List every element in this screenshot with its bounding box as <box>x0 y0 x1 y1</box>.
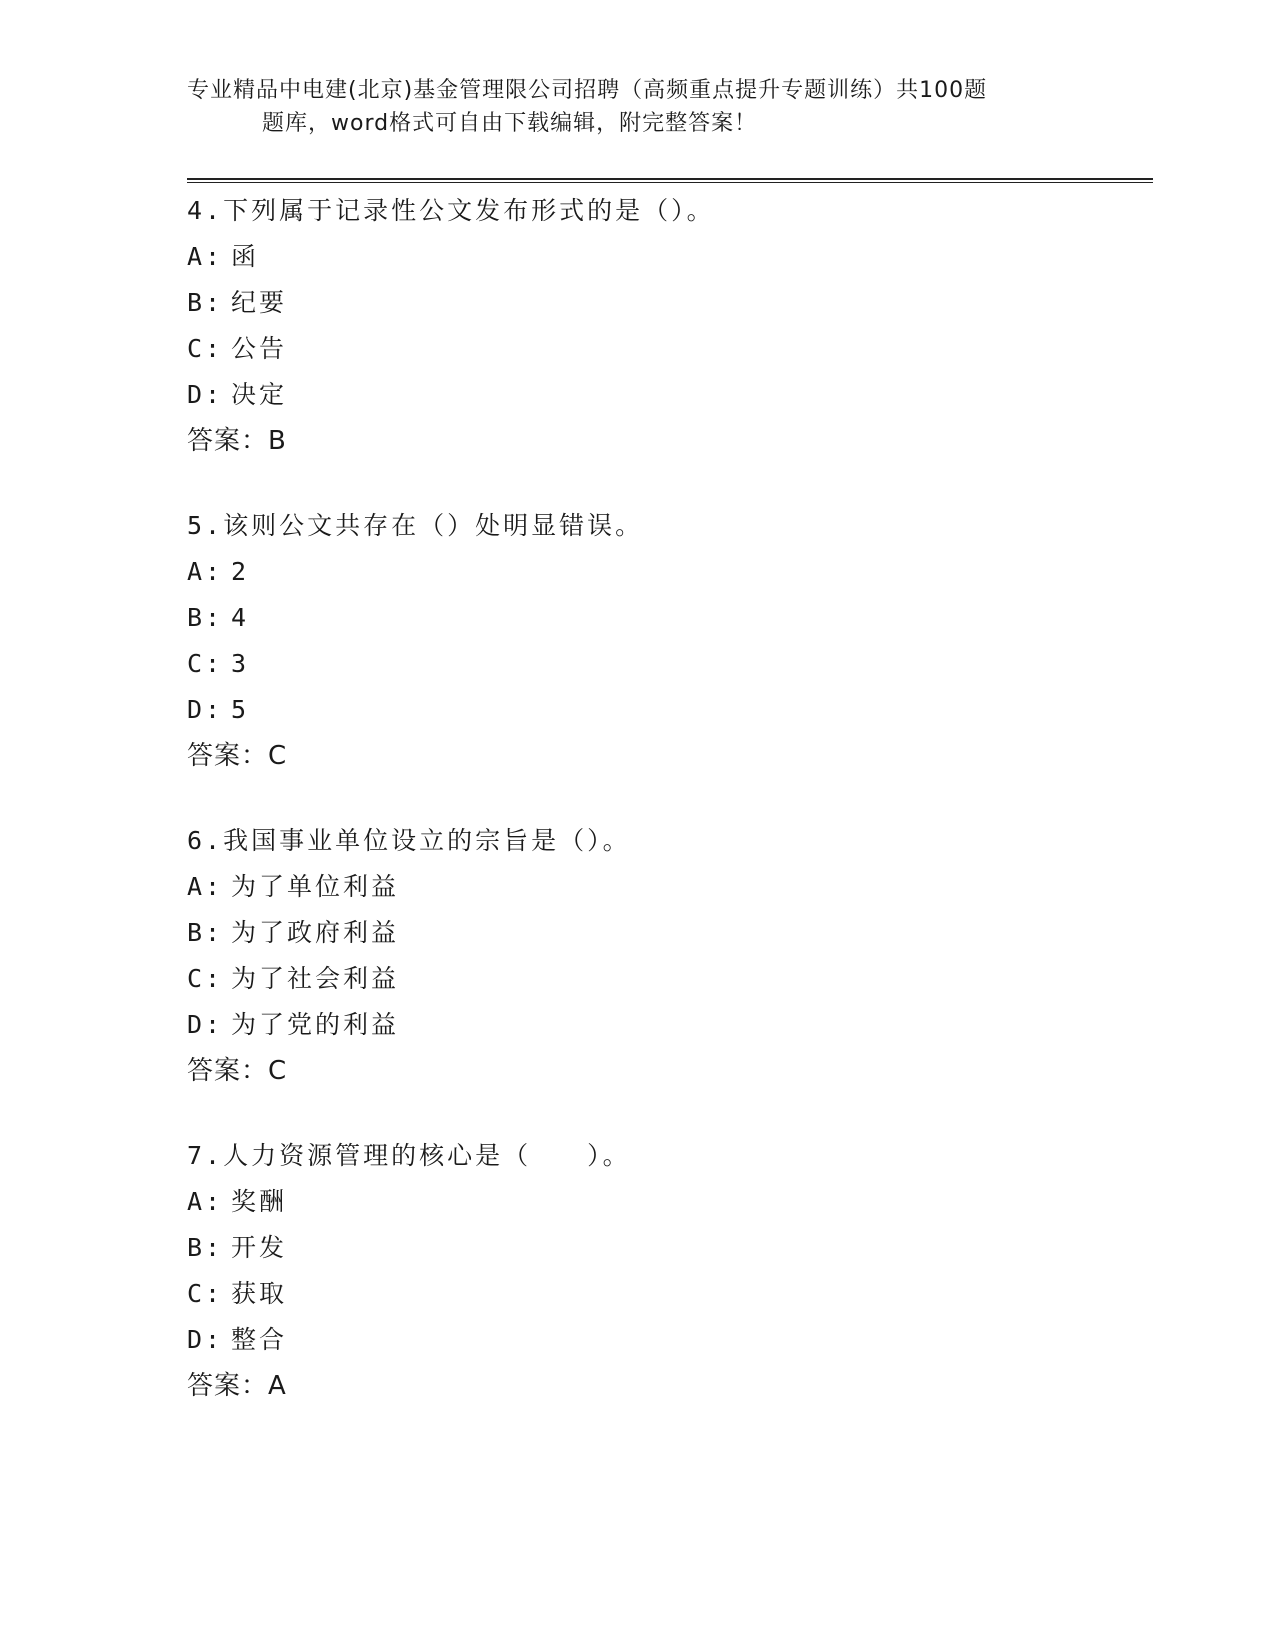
question-6 <box>187 818 1153 1094</box>
document-header <box>187 74 1087 140</box>
option-text: 2 <box>231 557 250 586</box>
option-letter: B: <box>187 1233 224 1262</box>
question-5 <box>187 503 1153 779</box>
question-7 <box>187 1133 1153 1409</box>
option-d <box>187 372 1153 418</box>
option-letter: D: <box>187 695 224 724</box>
option-text: 4 <box>231 603 250 632</box>
answer-line: 答案：B <box>187 426 287 456</box>
option-b <box>187 1225 1153 1271</box>
option-letter: A: <box>187 1187 224 1216</box>
option-d <box>187 687 1153 733</box>
option-b <box>187 595 1153 641</box>
header-title-line-2: 题库，word格式可自由下载编辑，附完整答案！ <box>262 111 758 136</box>
option-d <box>187 1317 1153 1363</box>
option-text: 为了单位利益 <box>231 872 400 901</box>
option-text: 纪要 <box>231 288 288 317</box>
option-letter: C: <box>187 649 224 678</box>
answer-line: 答案：C <box>187 741 288 771</box>
option-c <box>187 956 1153 1002</box>
option-letter: B: <box>187 918 224 947</box>
option-text: 函 <box>231 242 260 271</box>
option-letter: C: <box>187 334 224 363</box>
option-letter: D: <box>187 1325 224 1354</box>
option-c <box>187 1271 1153 1317</box>
question-stem: 6.我国事业单位设立的宗旨是（）。 <box>187 826 631 855</box>
option-letter: D: <box>187 1010 224 1039</box>
option-letter: D: <box>187 380 224 409</box>
option-text: 获取 <box>231 1279 288 1308</box>
option-letter: C: <box>187 964 224 993</box>
option-text: 开发 <box>231 1233 288 1262</box>
option-a <box>187 864 1153 910</box>
option-letter: A: <box>187 242 224 271</box>
answer-line: 答案：C <box>187 1056 288 1086</box>
option-text: 为了党的利益 <box>231 1010 400 1039</box>
option-letter: A: <box>187 872 224 901</box>
option-text: 3 <box>231 649 250 678</box>
question-list <box>187 188 1153 1448</box>
option-b <box>187 280 1153 326</box>
option-letter: A: <box>187 557 224 586</box>
question-stem: 4.下列属于记录性公文发布形式的是（）。 <box>187 196 715 225</box>
option-text: 整合 <box>231 1325 288 1354</box>
option-a <box>187 234 1153 280</box>
question-stem: 5.该则公文共存在（）处明显错误。 <box>187 511 644 540</box>
option-a <box>187 549 1153 595</box>
option-a <box>187 1179 1153 1225</box>
option-text: 公告 <box>231 334 288 363</box>
option-text: 5 <box>231 695 250 724</box>
question-stem: 7.人力资源管理的核心是（ ）。 <box>187 1141 631 1170</box>
option-letter: C: <box>187 1279 224 1308</box>
option-text: 为了政府利益 <box>231 918 400 947</box>
option-text: 为了社会利益 <box>231 964 400 993</box>
option-text: 决定 <box>231 380 288 409</box>
header-divider <box>187 178 1153 183</box>
option-d <box>187 1002 1153 1048</box>
question-4 <box>187 188 1153 464</box>
option-letter: B: <box>187 288 224 317</box>
option-letter: B: <box>187 603 224 632</box>
option-c <box>187 326 1153 372</box>
option-text: 奖酬 <box>231 1187 288 1216</box>
option-c <box>187 641 1153 687</box>
answer-line: 答案：A <box>187 1371 287 1401</box>
option-b <box>187 910 1153 956</box>
header-title-line-1: 专业精品中电建(北京)基金管理限公司招聘（高频重点提升专题训练）共100题 <box>187 78 988 103</box>
